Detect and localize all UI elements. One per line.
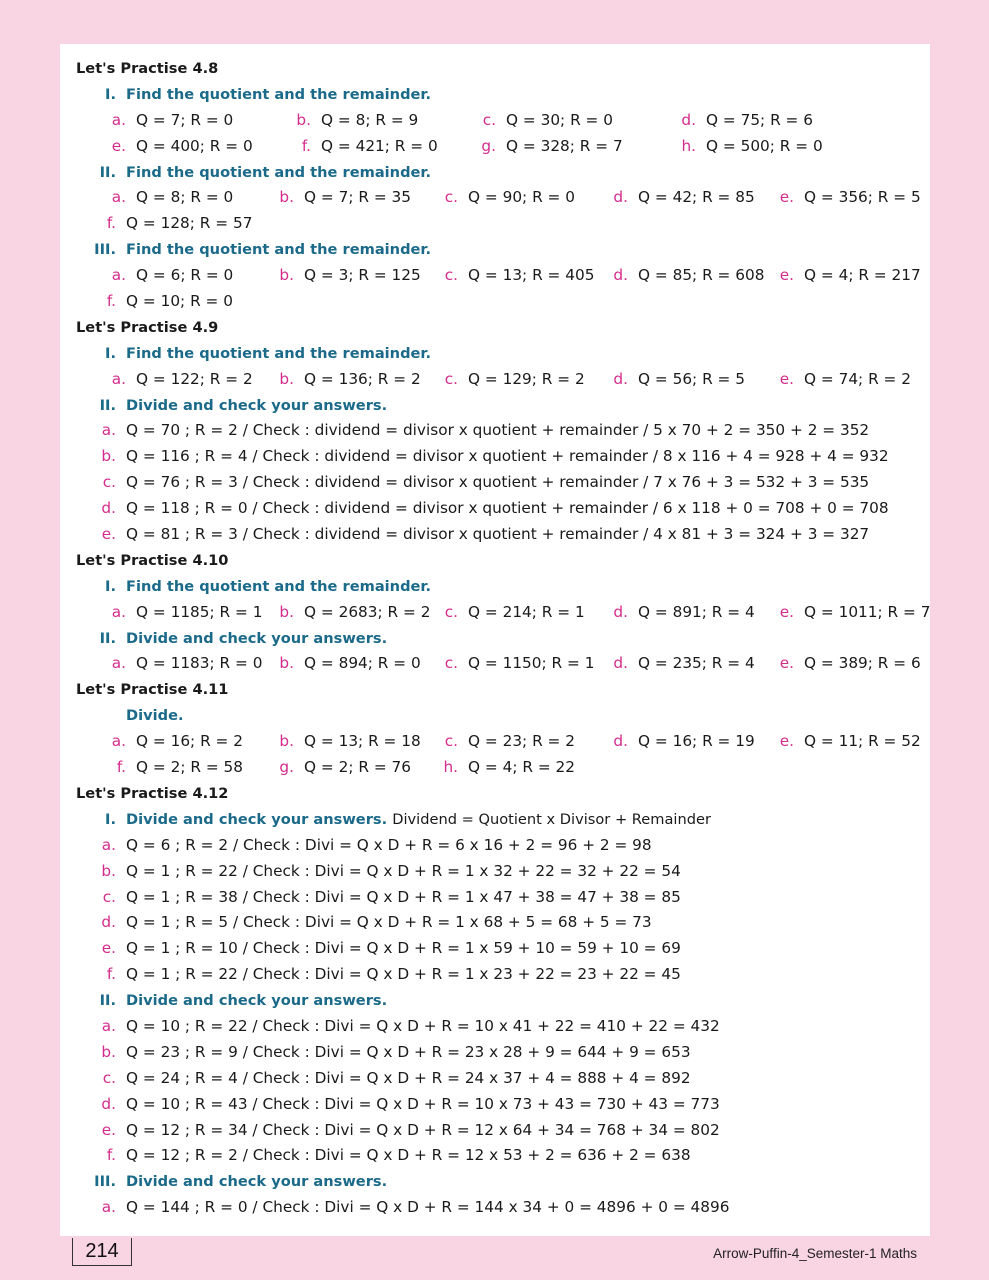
item-answer: Q = 118 ; R = 0 / Check : dividend = divisor x quotient + remainder / 6 x 118 + 0 = 708 + 0 = 708 [126,499,889,518]
exercise-heading [76,341,926,367]
section-heading: Let's Practise 4.12 [76,784,229,802]
item-answer: Q = 70 ; R = 2 / Check : dividend = divisor x quotient + remainder / 5 x 70 + 2 = 350 + 2 = 352 [126,421,870,440]
item-label: a. [111,369,126,388]
item-answer: Q = 10 ; R = 22 / Check : Divi = Q x D + R = 10 x 41 + 22 = 410 + 22 = 432 [126,1016,720,1035]
item-label: d. [101,499,116,518]
exercise-numeral: II. [99,396,116,414]
item-answer: Q = 12 ; R = 34 / Check : Divi = Q x D + R = 12 x 64 + 34 = 768 + 34 = 802 [126,1120,720,1139]
item-label: a. [111,110,126,129]
item-label: c. [444,188,458,207]
item-label: d. [101,913,116,932]
item-answer: Q = 24 ; R = 4 / Check : Divi = Q x D + R = 24 x 37 + 4 = 888 + 4 = 892 [126,1068,691,1087]
exercise-title: Divide and check your answers. [126,1173,388,1191]
item-label: e. [779,602,794,621]
answer-line [76,1066,926,1092]
item-answer: Q = 1 ; R = 22 / Check : Divi = Q x D + R = 1 x 23 + 22 = 23 + 22 = 45 [126,965,681,984]
item-label: d. [613,654,628,673]
item-label: a. [111,732,126,751]
answer-item [86,755,243,781]
section-heading: Let's Practise 4.10 [76,551,229,569]
item-label: b. [279,732,294,751]
answer-item [588,651,755,677]
answer-item [588,729,755,755]
item-answer: Q = 1 ; R = 38 / Check : Divi = Q x D + R = 1 x 47 + 38 = 47 + 38 = 85 [126,887,681,906]
item-label: c. [444,654,458,673]
item-label: c. [102,1068,116,1087]
item-answer: Q = 144 ; R = 0 / Check : Divi = Q x D + R = 144 x 34 + 0 = 4896 + 0 = 4896 [126,1198,730,1217]
item-label: f. [106,292,116,311]
item-label: g. [279,758,294,777]
item-answer: Q = 2; R = 58 [136,758,243,777]
answer-item [254,185,411,211]
item-label: e. [101,939,116,958]
item-answer: Q = 30; R = 0 [506,110,613,129]
answer-item [254,263,421,289]
answer-row [76,729,926,755]
item-answer: Q = 500; R = 0 [706,136,823,155]
answer-item [418,729,575,755]
item-label: c. [444,266,458,285]
item-label: f. [106,965,116,984]
item-answer: Q = 389; R = 6 [804,654,921,673]
item-answer: Q = 7; R = 35 [304,188,411,207]
item-answer: Q = 1150; R = 1 [468,654,595,673]
item-answer: Q = 12 ; R = 2 / Check : Divi = Q x D + R = 12 x 53 + 2 = 636 + 2 = 638 [126,1146,691,1165]
exercise-numeral: I. [105,85,116,103]
item-answer: Q = 16; R = 2 [136,732,243,751]
item-answer: Q = 7; R = 0 [136,110,234,129]
exercise-numeral: I. [105,344,116,362]
answer-item [588,600,755,626]
answer-item [418,651,594,677]
exercise-title: Divide and check your answers. [126,992,388,1010]
item-label: b. [279,369,294,388]
item-label: h. [681,136,696,155]
exercise-numeral: II. [99,163,116,181]
item-answer: Q = 128; R = 57 [126,214,253,233]
item-label: b. [101,1042,116,1061]
item-answer: Q = 6; R = 0 [136,266,234,285]
exercise-heading [76,703,926,729]
item-label: f. [116,758,126,777]
answer-line [76,1118,926,1144]
item-label: d. [613,188,628,207]
item-answer: Q = 56; R = 5 [638,369,745,388]
item-label: a. [111,266,126,285]
item-answer: Q = 122; R = 2 [136,369,253,388]
item-answer: Q = 400; R = 0 [136,136,253,155]
answer-item [86,108,233,134]
exercise-title: Find the quotient and the remainder. [126,344,432,362]
item-answer: Q = 136; R = 2 [304,369,421,388]
answer-row [76,755,926,781]
item-label: e. [101,1120,116,1139]
item-label: b. [101,861,116,880]
answer-item [86,263,233,289]
exercise-heading [76,237,926,263]
item-label: b. [279,188,294,207]
answer-line [76,859,926,885]
answer-row [76,108,926,134]
answer-item [86,367,253,393]
answer-item [418,367,585,393]
exercise-title: Find the quotient and the remainder. [126,241,432,259]
item-label: a. [111,654,126,673]
answer-row [76,134,926,160]
item-label: a. [101,1016,116,1035]
item-answer: Q = 129; R = 2 [468,369,585,388]
answer-item [754,600,930,626]
item-label: d. [613,602,628,621]
item-label: h. [443,758,458,777]
item-label: a. [111,602,126,621]
answer-line [76,885,926,911]
item-answer: Q = 13; R = 18 [304,732,421,751]
answer-item [418,755,575,781]
item-answer: Q = 1 ; R = 10 / Check : Divi = Q x D + R = 1 x 59 + 10 = 59 + 10 = 69 [126,939,681,958]
item-label: a. [101,835,116,854]
item-label: c. [444,602,458,621]
book-title: Arrow-Puffin-4_Semester-1 Maths [713,1246,917,1261]
section-heading: Let's Practise 4.11 [76,681,229,699]
item-label: c. [102,473,116,492]
item-answer: Q = 42; R = 85 [638,188,755,207]
item-label: a. [111,188,126,207]
exercise-numeral: I. [105,577,116,595]
item-label: c. [482,110,496,129]
answer-line [76,418,926,444]
answer-item [656,108,813,134]
item-answer: Q = 13; R = 405 [468,266,595,285]
item-label: e. [101,525,116,544]
item-answer: Q = 74; R = 2 [804,369,911,388]
item-label: e. [779,266,794,285]
answer-line [76,962,926,988]
exercise-heading [76,82,926,108]
item-label: e. [779,369,794,388]
answer-item [754,651,921,677]
item-answer: Q = 23; R = 2 [468,732,575,751]
item-answer: Q = 8; R = 9 [321,110,419,129]
answer-item [254,729,421,755]
answer-line [76,936,926,962]
answer-item [754,263,921,289]
answer-line [76,1014,926,1040]
item-label: c. [444,369,458,388]
answer-item [754,185,921,211]
answer-item [588,263,764,289]
item-answer: Q = 1 ; R = 22 / Check : Divi = Q x D + R = 1 x 32 + 22 = 32 + 22 = 54 [126,861,681,880]
answer-item [86,651,262,677]
answer-item [86,134,253,160]
answer-row [76,263,926,289]
answer-item [588,185,755,211]
answer-item [271,134,438,160]
answer-line [76,910,926,936]
item-answer: Q = 894; R = 0 [304,654,421,673]
item-label: b. [296,110,311,129]
item-label: b. [279,266,294,285]
answer-item [754,729,921,755]
answer-line [76,211,926,237]
answer-row [76,367,926,393]
answer-list [76,56,931,1221]
answer-item [418,600,585,626]
exercise-numeral: II. [99,629,116,647]
answer-page [60,44,930,1236]
exercise-title: Find the quotient and the remainder. [126,577,432,595]
section-heading: Let's Practise 4.8 [76,60,219,77]
exercise-numeral: III. [94,241,116,259]
answer-line [76,1040,926,1066]
item-answer: Q = 214; R = 1 [468,602,585,621]
answer-item [254,367,421,393]
item-answer: Q = 1011; R = 7 [804,602,931,621]
item-label: e. [779,654,794,673]
item-answer: Q = 11; R = 52 [804,732,921,751]
item-answer: Q = 2683; R = 2 [304,602,431,621]
exercise-title: Find the quotient and the remainder. [126,163,432,181]
answer-item [754,367,911,393]
answer-item [271,108,418,134]
exercise-title: Find the quotient and the remainder. [126,85,432,103]
exercise-title: Divide and check your answers. [126,810,388,828]
answer-line [76,1195,926,1221]
item-label: b. [279,654,294,673]
item-answer: Q = 10; R = 0 [126,292,233,311]
answer-item [456,134,623,160]
item-answer: Q = 6 ; R = 2 / Check : Divi = Q x D + R = 6 x 16 + 2 = 96 + 2 = 98 [126,835,652,854]
exercise-note: Dividend = Quotient x Divisor + Remainder [392,810,711,828]
item-answer: Q = 8; R = 0 [136,188,234,207]
answer-item [418,185,575,211]
item-answer: Q = 235; R = 4 [638,654,755,673]
exercise-heading [76,1169,926,1195]
answer-item [86,600,262,626]
item-answer: Q = 75; R = 6 [706,110,813,129]
answer-item [456,108,613,134]
exercise-heading [76,626,926,652]
exercise-title: Divide. [126,707,184,725]
item-answer: Q = 16; R = 19 [638,732,755,751]
item-answer: Q = 891; R = 4 [638,602,755,621]
item-answer: Q = 10 ; R = 43 / Check : Divi = Q x D + R = 10 x 73 + 43 = 730 + 43 = 773 [126,1094,720,1113]
exercise-title: Divide and check your answers. [126,396,388,414]
item-answer: Q = 1183; R = 0 [136,654,263,673]
answer-item [86,185,233,211]
item-answer: Q = 1185; R = 1 [136,602,263,621]
exercise-title: Divide and check your answers. [126,629,388,647]
answer-item [254,755,411,781]
item-label: b. [101,447,116,466]
item-label: f. [106,214,116,233]
answer-line [76,470,926,496]
exercise-heading [76,574,926,600]
item-answer: Q = 81 ; R = 3 / Check : dividend = divisor x quotient + remainder / 4 x 81 + 3 = 324 + 3 = 327 [126,525,870,544]
answer-item [254,651,421,677]
item-answer: Q = 4; R = 22 [468,758,575,777]
answer-row [76,185,926,211]
item-label: f. [106,1146,116,1165]
answer-item [418,263,594,289]
item-label: e. [779,732,794,751]
item-answer: Q = 90; R = 0 [468,188,575,207]
answer-item [588,367,745,393]
page-number: 214 [72,1238,132,1266]
item-answer: Q = 23 ; R = 9 / Check : Divi = Q x D + R = 23 x 28 + 9 = 644 + 9 = 653 [126,1042,691,1061]
exercise-heading [76,988,926,1014]
section-heading: Let's Practise 4.9 [76,318,219,336]
item-label: d. [613,732,628,751]
answer-row [76,651,926,677]
answer-row [76,600,931,626]
answer-item [86,729,243,755]
exercise-heading [76,393,926,419]
answer-line [76,833,926,859]
answer-line [76,289,926,315]
answer-line [76,496,926,522]
item-answer: Q = 4; R = 217 [804,266,921,285]
answer-item [656,134,823,160]
exercise-numeral: III. [94,1173,116,1191]
item-label: a. [101,421,116,440]
item-label: g. [481,136,496,155]
item-label: a. [101,1198,116,1217]
item-label: d. [613,369,628,388]
answer-line [76,1092,926,1118]
exercise-numeral: I. [105,810,116,828]
exercise-heading [76,807,926,833]
item-answer: Q = 3; R = 125 [304,266,421,285]
item-label: d. [681,110,696,129]
item-label: d. [101,1094,116,1113]
item-label: c. [444,732,458,751]
exercise-heading [76,160,926,186]
item-answer: Q = 1 ; R = 5 / Check : Divi = Q x D + R = 1 x 68 + 5 = 68 + 5 = 73 [126,913,652,932]
answer-line [76,444,926,470]
item-answer: Q = 85; R = 608 [638,266,765,285]
item-answer: Q = 116 ; R = 4 / Check : dividend = divisor x quotient + remainder / 8 x 116 + 4 = 928 + 4 = 932 [126,447,889,466]
answer-line [76,522,926,548]
item-answer: Q = 2; R = 76 [304,758,411,777]
item-label: b. [279,602,294,621]
item-label: e. [111,136,126,155]
item-answer: Q = 421; R = 0 [321,136,438,155]
item-label: d. [613,266,628,285]
exercise-numeral: II. [99,992,116,1010]
item-answer: Q = 328; R = 7 [506,136,623,155]
answer-item [254,600,430,626]
item-label: e. [779,188,794,207]
item-answer: Q = 356; R = 5 [804,188,921,207]
item-answer: Q = 76 ; R = 3 / Check : dividend = divisor x quotient + remainder / 7 x 76 + 3 = 532 + 3 = 535 [126,473,870,492]
item-label: c. [102,887,116,906]
answer-line [76,1143,926,1169]
item-label: f. [301,136,311,155]
